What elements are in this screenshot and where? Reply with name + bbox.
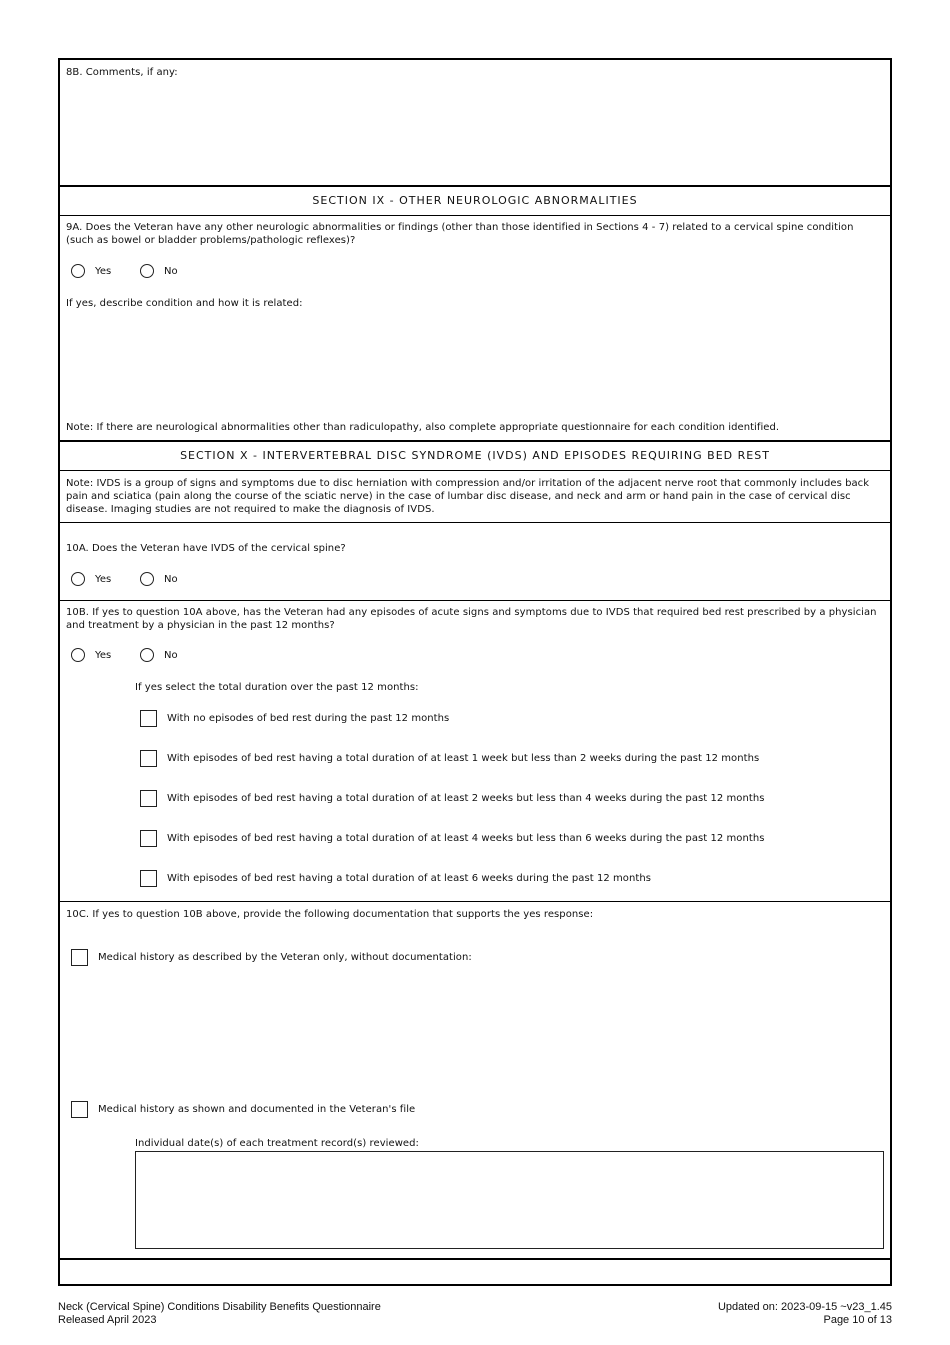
release-date-footer: Released April 2023 bbox=[58, 1314, 157, 1326]
duration-option-label: With episodes of bed rest having a total duration of at least 1 week but less than 2 weeks during the past 12 months bbox=[167, 753, 760, 764]
question-10a: 10A. Does the Veteran have IVDS of the cervical spine? bbox=[66, 543, 346, 554]
radio-9a-yes[interactable] bbox=[71, 264, 85, 278]
divider bbox=[60, 440, 890, 442]
comments-8b-label: 8B. Comments, if any: bbox=[66, 67, 178, 78]
treatment-dates-label: Individual date(s) of each treatment record(s) reviewed: bbox=[135, 1138, 419, 1149]
ivds-note: Note: IVDS is a group of signs and symptoms due to disc herniation with compression and/or irritation of the adjacent nerve root that commonly includes back pain and sciatica (pain along the course of the sciatic nerve) in the case of lumbar disc disease, and neck and arm or hand pain in the case of cervical disc disease. Imaging studies are not required to make the diagnosis of IVDS. bbox=[66, 478, 870, 515]
checkbox-duration-4-6-weeks[interactable] bbox=[140, 830, 157, 847]
duration-label: If yes select the total duration over the past 12 months: bbox=[135, 682, 419, 693]
divider bbox=[60, 901, 890, 902]
question-10c: 10C. If yes to question 10B above, provide the following documentation that supports the yes response: bbox=[66, 909, 594, 920]
radio-9a-no[interactable] bbox=[140, 264, 154, 278]
checkbox-duration-6-plus-weeks[interactable] bbox=[140, 870, 157, 887]
radio-10a-yes-label: Yes bbox=[95, 574, 112, 585]
divider bbox=[60, 522, 890, 523]
radio-9a-yes-label: Yes bbox=[95, 266, 112, 277]
describe-condition-field[interactable] bbox=[62, 312, 886, 416]
section-ix-title: SECTION IX - OTHER NEUROLOGIC ABNORMALITIES bbox=[312, 194, 638, 207]
divider bbox=[60, 215, 890, 216]
section-x-title: SECTION X - INTERVERTEBRAL DISC SYNDROME (IVDS) AND EPISODES REQUIRING BED REST bbox=[180, 449, 770, 462]
radio-10a-yes[interactable] bbox=[71, 572, 85, 586]
duration-option-label: With no episodes of bed rest during the past 12 months bbox=[167, 713, 450, 724]
radio-10b-no[interactable] bbox=[140, 648, 154, 662]
checkbox-duration-2-4-weeks[interactable] bbox=[140, 790, 157, 807]
radio-10a-no[interactable] bbox=[140, 572, 154, 586]
radio-10b-no-label: No bbox=[164, 650, 178, 661]
question-10b: 10B. If yes to question 10A above, has the Veteran had any episodes of acute signs and symptoms due to IVDS that required bed rest prescribed by a physician and treatment by a physician in the past 12 months? bbox=[66, 607, 877, 631]
doc-veteran-file-label: Medical history as shown and documented in the Veteran's file bbox=[98, 1104, 416, 1115]
page-number-footer: Page 10 of 13 bbox=[823, 1314, 892, 1326]
treatment-dates-input[interactable] bbox=[135, 1151, 884, 1249]
duration-option-label: With episodes of bed rest having a total duration of at least 4 weeks but less than 6 weeks during the past 12 months bbox=[167, 833, 765, 844]
checkbox-doc-veteran-file[interactable] bbox=[71, 1101, 88, 1118]
checkbox-duration-none[interactable] bbox=[140, 710, 157, 727]
radio-10a-no-label: No bbox=[164, 574, 178, 585]
divider bbox=[60, 185, 890, 187]
updated-on-footer: Updated on: 2023-09-15 ~v23_1.45 bbox=[717, 1301, 892, 1313]
checkbox-doc-veteran-only[interactable] bbox=[71, 949, 88, 966]
duration-option-label: With episodes of bed rest having a total duration of at least 6 weeks during the past 12 months bbox=[167, 873, 651, 884]
section-ix-note: Note: If there are neurological abnormalities other than radiculopathy, also complete appropriate questionnaire for each condition identified. bbox=[66, 422, 780, 433]
question-9a: 9A. Does the Veteran have any other neurologic abnormalities or findings (other than those identified in Sections 4 - 7) related to a cervical spine condition (such as bowel or bladder problems/pathologic reflexes)? bbox=[66, 222, 854, 246]
checkbox-duration-1-2-weeks[interactable] bbox=[140, 750, 157, 767]
doc-veteran-only-label: Medical history as described by the Veteran only, without documentation: bbox=[98, 952, 472, 963]
radio-9a-no-label: No bbox=[164, 266, 178, 277]
comments-8b-field[interactable] bbox=[62, 82, 886, 184]
divider bbox=[60, 1258, 890, 1260]
radio-10b-yes[interactable] bbox=[71, 648, 85, 662]
radio-10b-yes-label: Yes bbox=[95, 650, 112, 661]
divider bbox=[60, 470, 890, 471]
divider bbox=[60, 600, 890, 601]
form-title-footer: Neck (Cervical Spine) Conditions Disability Benefits Questionnaire bbox=[58, 1301, 381, 1313]
doc-veteran-only-field[interactable] bbox=[95, 970, 885, 1090]
duration-option-label: With episodes of bed rest having a total duration of at least 2 weeks but less than 4 weeks during the past 12 months bbox=[167, 793, 765, 804]
if-yes-describe-label: If yes, describe condition and how it is related: bbox=[66, 298, 303, 309]
